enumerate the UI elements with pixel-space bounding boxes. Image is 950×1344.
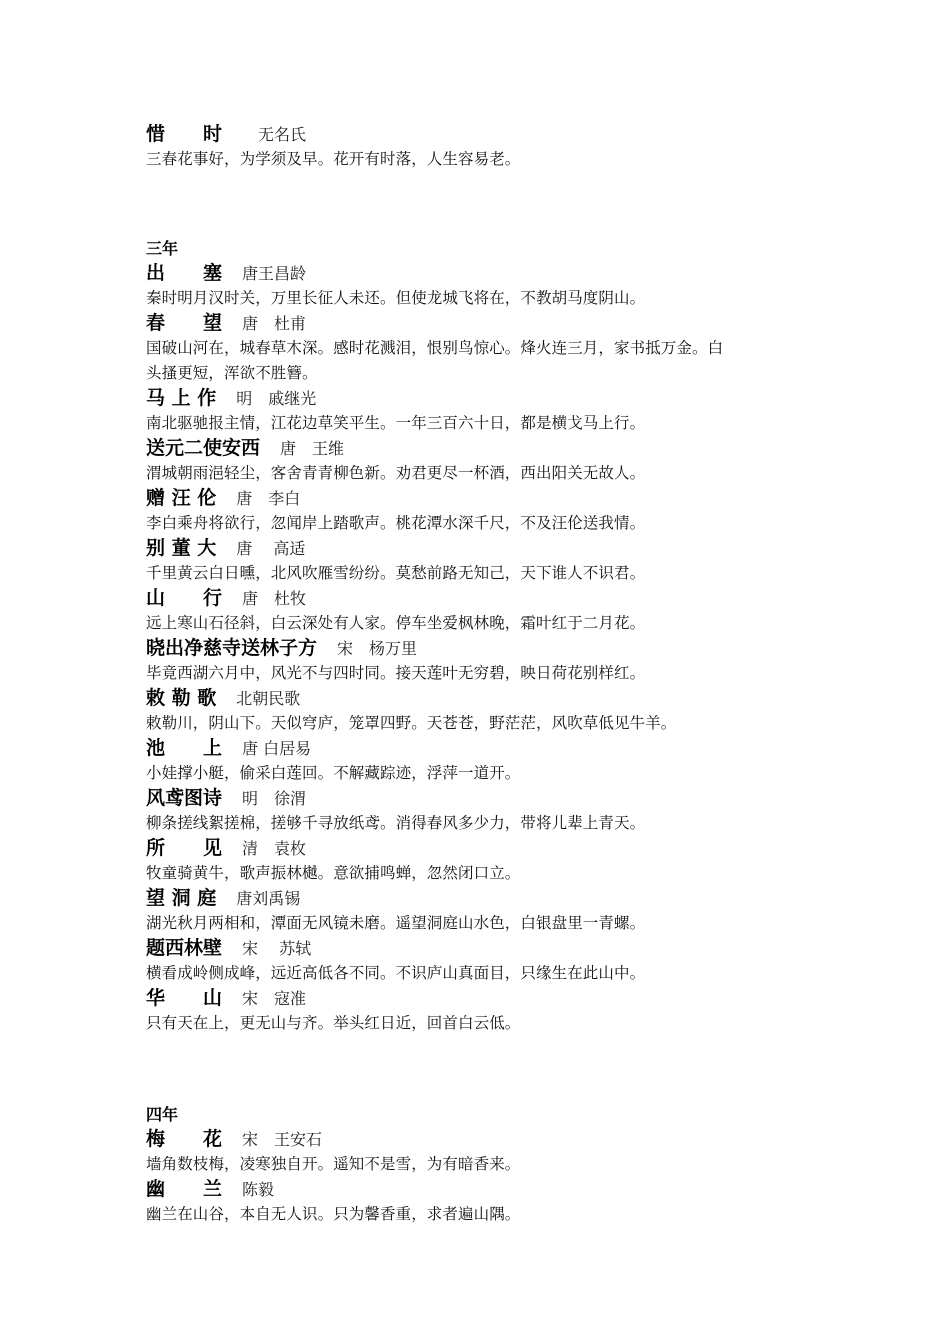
poem: [146, 1127, 826, 1177]
poem: [146, 586, 826, 636]
poem-heading: [146, 636, 826, 661]
poem-heading: [146, 686, 826, 711]
poem-author: 唐 李白: [236, 489, 301, 508]
poem-line: 只有天在上，更无山与齐。举头红日近，回首白云低。: [146, 1014, 521, 1032]
poem-author: 宋 王安石: [242, 1130, 323, 1149]
poem-line: 横看成岭侧成峰，远近高低各不同。不识庐山真面目，只缘生在此山中。: [146, 964, 646, 982]
poem-author: 明 戚继光: [236, 389, 317, 408]
poem-line: 牧童骑黄牛，歌声振林樾。意欲捕鸣蝉，忽然闭口立。: [146, 864, 521, 882]
poem-title: 望 洞 庭: [146, 887, 217, 909]
poem-title: 惜 时: [146, 123, 223, 145]
poem: [146, 1177, 826, 1227]
poem-line: 渭城朝雨浥轻尘，客舍青青柳色新。劝君更尽一杯酒，西出阳关无故人。: [146, 464, 646, 482]
poem-line: 千里黄云白日曛，北风吹雁雪纷纷。莫愁前路无知己，天下谁人不识君。: [146, 564, 646, 582]
poem-line: 幽兰在山谷，本自无人识。只为馨香重，求者遍山隅。: [146, 1205, 521, 1223]
poem-author: 唐 杜甫: [242, 314, 307, 333]
grade-heading-4: 四年: [146, 1105, 179, 1124]
poem-line: 李白乘舟将欲行，忽闻岸上踏歌声。桃花潭水深千尺，不及汪伦送我情。: [146, 514, 646, 532]
poem-author: 宋 寇准: [242, 989, 307, 1008]
spacer: [146, 1036, 826, 1102]
poem-title: 赠 汪 伦: [146, 487, 217, 509]
poem-heading: [146, 986, 826, 1011]
grade-heading-3: 三年: [146, 239, 179, 258]
poem-author: 唐 杜牧: [242, 589, 307, 608]
poem-line: 小娃撑小艇，偷采白莲回。不解藏踪迹，浮萍一道开。: [146, 764, 521, 782]
poem-title: 题西林壁: [146, 937, 223, 959]
poem-author: 明 徐渭: [242, 789, 307, 808]
poem-line: 三春花事好，为学须及早。花开有时落，人生容易老。: [146, 150, 521, 168]
poem-heading: [146, 261, 826, 286]
poem-author: 无名氏: [258, 125, 307, 144]
poem-author: 唐 王维: [280, 439, 345, 458]
poem-title: 池 上: [146, 737, 223, 759]
poem-title: 山 行: [146, 587, 223, 609]
poem-heading: [146, 836, 826, 861]
poem-author: 清 袁枚: [242, 839, 307, 858]
poem-line: 敕勒川，阴山下。天似穹庐，笼罩四野。天苍苍，野茫茫，风吹草低见牛羊。: [146, 714, 677, 732]
poem-heading: [146, 311, 826, 336]
poem-heading: [146, 936, 826, 961]
spacer: [146, 172, 826, 236]
poem-title: 梅 花: [146, 1128, 223, 1150]
poem-author: 唐 白居易: [242, 739, 312, 758]
poem-author: 宋 苏轼: [242, 939, 312, 958]
poem-title: 春 望: [146, 312, 223, 334]
poem-heading: [146, 486, 826, 511]
poem-author: 北朝民歌: [236, 689, 301, 708]
poem-author: 唐 高适: [236, 539, 306, 558]
poem-author: 宋 杨万里: [337, 639, 418, 658]
poem-title: 所 见: [146, 837, 223, 859]
poem-title: 出 塞: [146, 262, 223, 284]
poem-line: 国破山河在，城春草木深。感时花溅泪，恨别鸟惊心。烽火连三月，家书抵万金。白: [146, 339, 724, 357]
poem: [146, 886, 826, 936]
poem: [146, 986, 826, 1036]
poem: [146, 261, 826, 311]
poem: [146, 486, 826, 536]
poem-heading: [146, 1127, 826, 1152]
grade-3-poem-list: [146, 261, 826, 1036]
poem-line: 头搔更短，浑欲不胜簪。: [146, 364, 318, 382]
poem-title: 马 上 作: [146, 387, 217, 409]
poem-title: 晓出净慈寺送林子方: [146, 637, 318, 659]
poem: [146, 436, 826, 486]
poem-author: 唐王昌龄: [242, 264, 307, 283]
poem-line: 南北驱驰报主情，江花边草笑平生。一年三百六十日，都是横戈马上行。: [146, 414, 646, 432]
poem: [146, 686, 826, 736]
poem-line: 毕竟西湖六月中，风光不与四时同。接天莲叶无穷碧，映日荷花别样红。: [146, 664, 646, 682]
poem: [146, 386, 826, 436]
poem-title: 风鸢图诗: [146, 787, 223, 809]
poem-heading: [146, 886, 826, 911]
poem-title: 幽 兰: [146, 1178, 223, 1200]
poem: [146, 736, 826, 786]
poem-heading: [146, 436, 826, 461]
poem-heading: [146, 1177, 826, 1202]
intro-poem: [146, 122, 826, 172]
poem-heading: [146, 536, 826, 561]
poem-heading: [146, 386, 826, 411]
document-page: [146, 122, 826, 1227]
poem-heading: [146, 736, 826, 761]
poem-title: 敕 勒 歌: [146, 687, 217, 709]
poem: [146, 836, 826, 886]
poem-title: 华 山: [146, 987, 223, 1009]
poem-heading: [146, 586, 826, 611]
poem-title: 送元二使安西: [146, 437, 261, 459]
poem: [146, 936, 826, 986]
poem: [146, 311, 826, 386]
poem-heading: [146, 786, 826, 811]
poem-line: 远上寒山石径斜，白云深处有人家。停车坐爱枫林晚，霜叶红于二月花。: [146, 614, 646, 632]
poem-author: 陈毅: [242, 1180, 275, 1199]
poem-line: 秦时明月汉时关，万里长征人未还。但使龙城飞将在，不教胡马度阴山。: [146, 289, 646, 307]
poem-line: 墙角数枝梅，凌寒独自开。遥知不是雪，为有暗香来。: [146, 1155, 521, 1173]
poem-author: 唐刘禹锡: [236, 889, 301, 908]
poem-title: 别 董 大: [146, 537, 217, 559]
poem-line: 柳条搓线絮搓棉，搓够千寻放纸鸢。消得春风多少力，带将儿辈上青天。: [146, 814, 646, 832]
poem: [146, 786, 826, 836]
poem-line: 湖光秋月两相和，潭面无风镜未磨。遥望洞庭山水色，白银盘里一青螺。: [146, 914, 646, 932]
poem-heading: [146, 122, 826, 147]
poem: [146, 536, 826, 586]
grade-4-poem-list: [146, 1127, 826, 1227]
poem: [146, 636, 826, 686]
